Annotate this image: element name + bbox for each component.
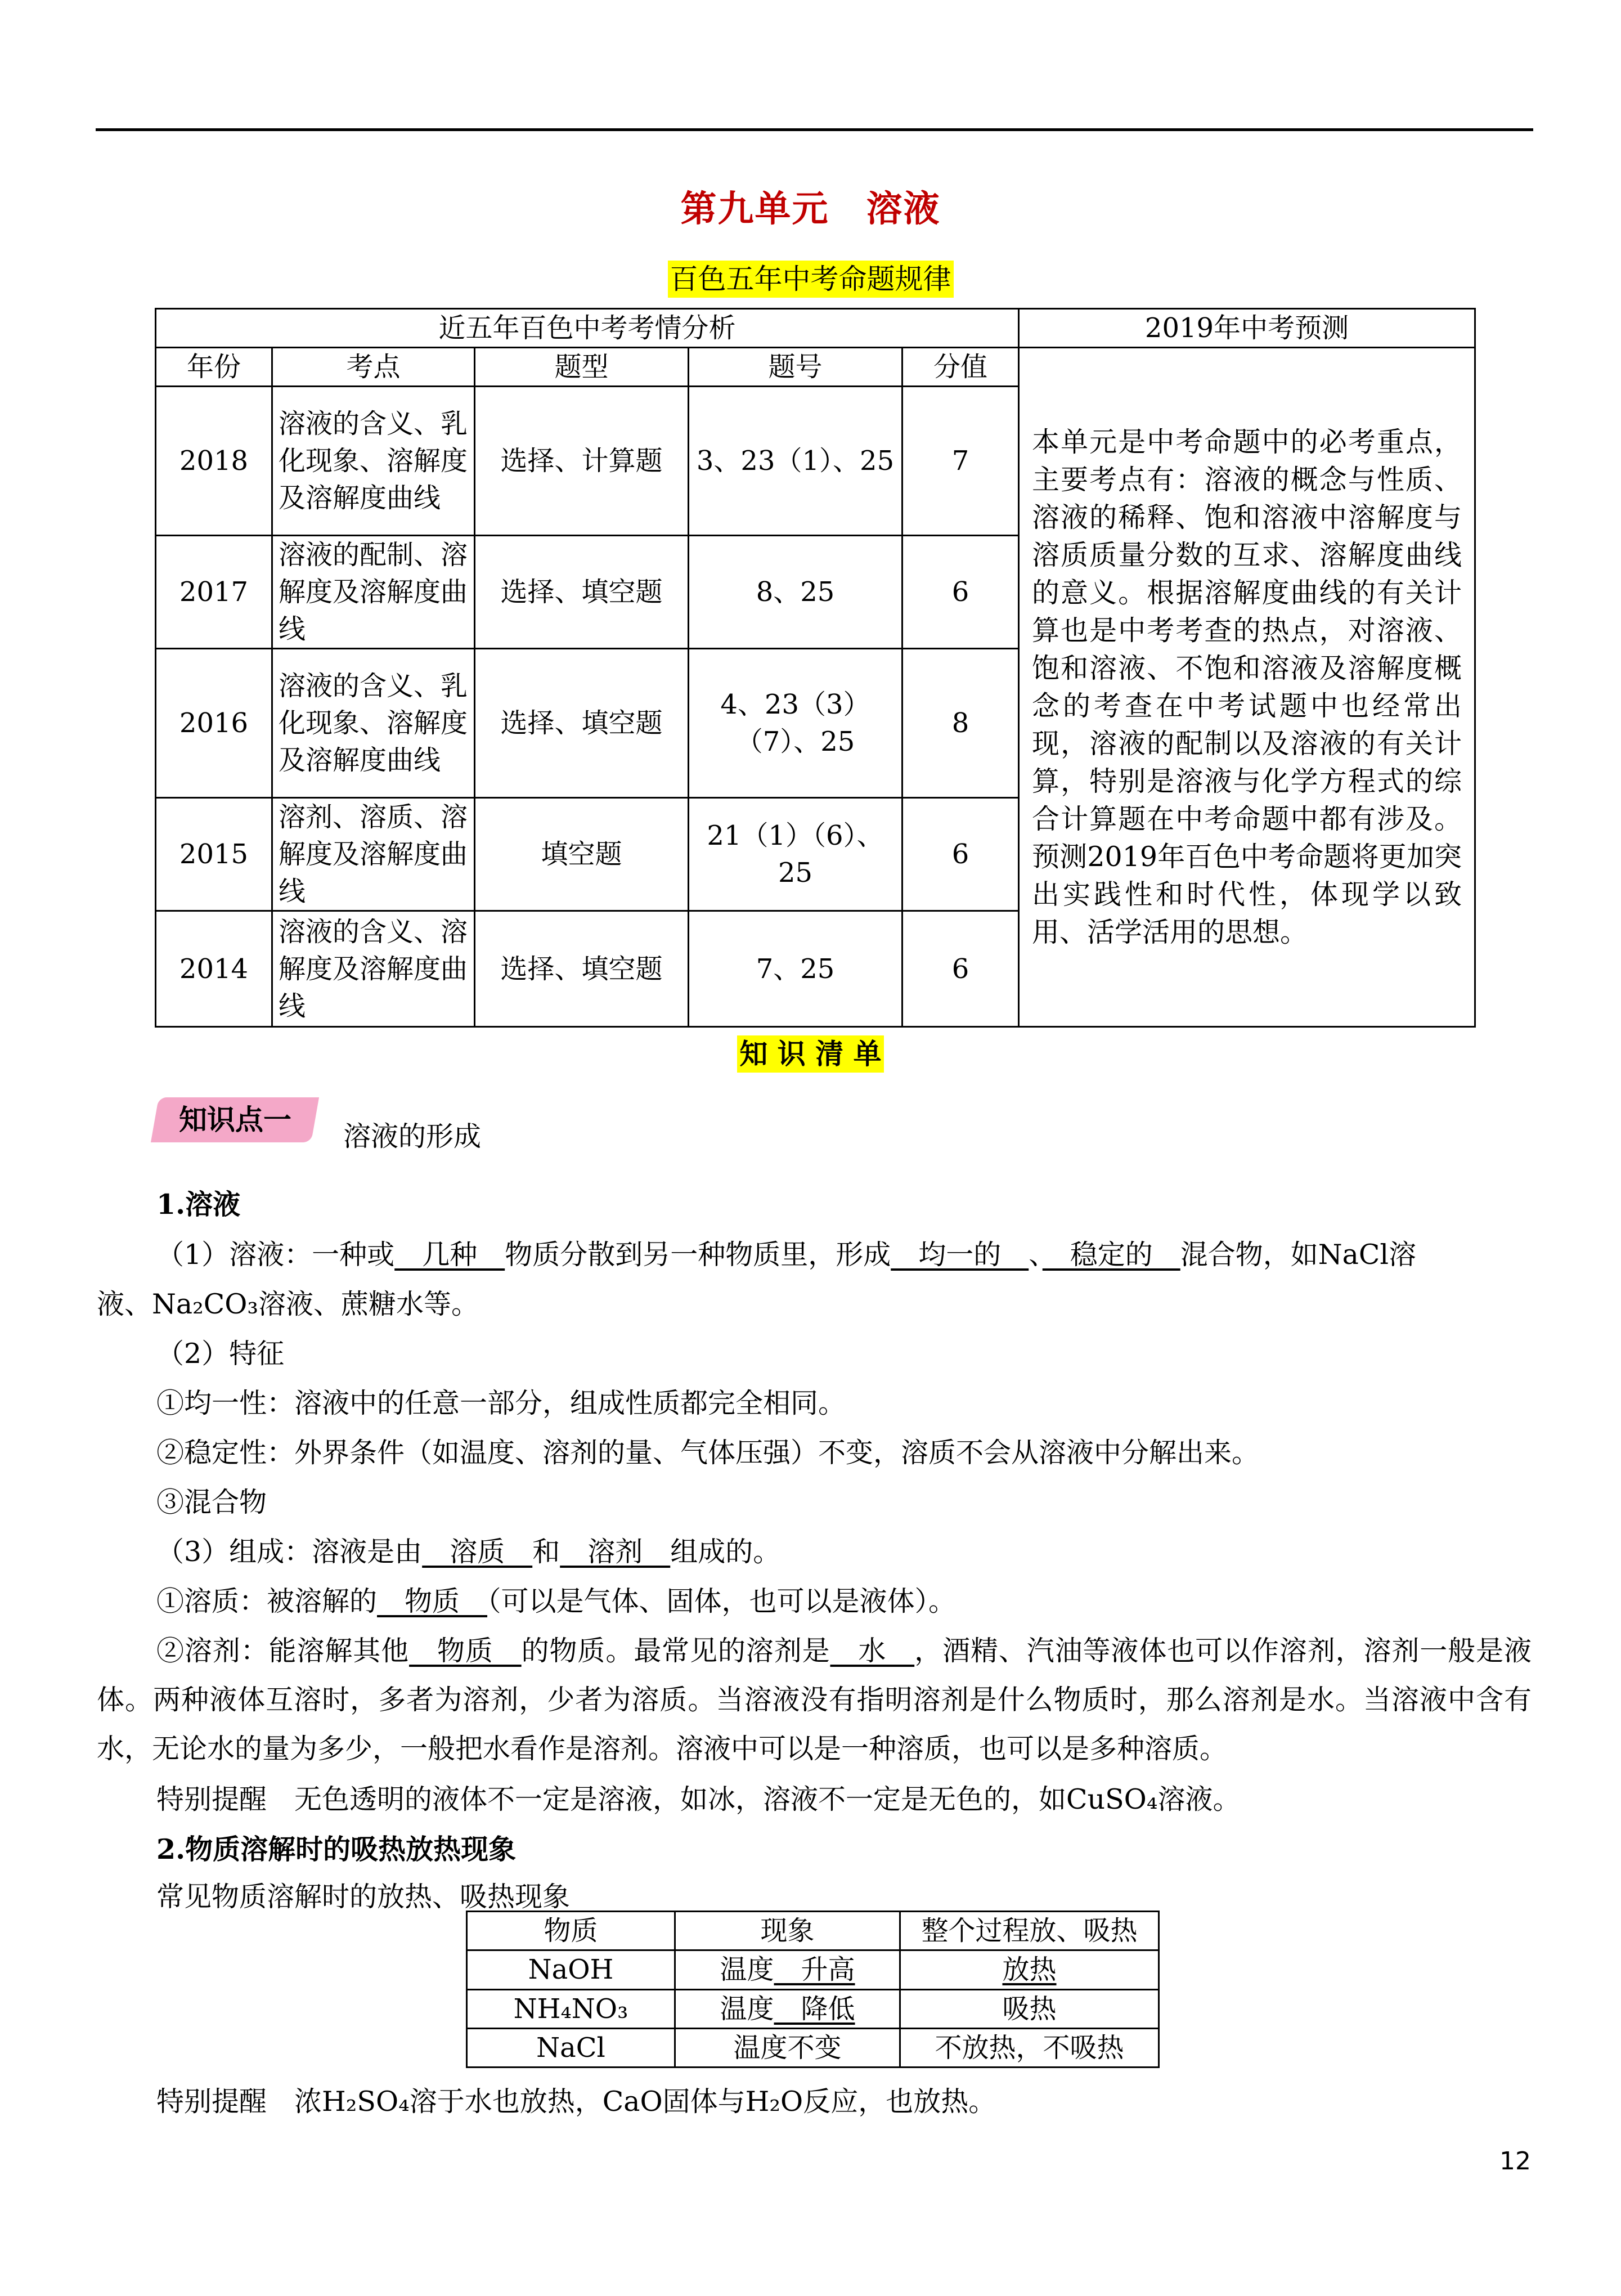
tip-label: 特别提醒 xyxy=(156,2086,267,2118)
col-heat: 整个过程放、吸热 xyxy=(900,1912,1159,1950)
tip-text: 无色透明的液体不一定是溶液，如冰，溶液不一定是无色的，如CuSO₄溶液。 xyxy=(294,1783,1241,1815)
page-number: 12 xyxy=(1499,2147,1531,2176)
feature-3: ③混合物 xyxy=(156,1486,267,1518)
blank-answer: 几种 xyxy=(394,1239,505,1271)
cell-year: 2015 xyxy=(156,798,272,911)
feature-heading: （2）特征 xyxy=(156,1338,285,1370)
text: 温度 xyxy=(720,1993,774,2025)
unit-title: 第九单元 溶液 xyxy=(680,188,941,230)
feature-1: ①均一性：溶液中的任意一部分，组成性质都完全相同。 xyxy=(156,1387,846,1419)
cell-phenomenon xyxy=(675,2028,900,2067)
cell-type: 填空题 xyxy=(475,798,689,911)
col-year: 年份 xyxy=(156,348,272,387)
cell-score: 8 xyxy=(902,649,1019,798)
tip-label: 特别提醒 xyxy=(156,1783,267,1815)
cell-phenomenon xyxy=(675,1989,900,2028)
table-row xyxy=(467,1950,1159,1989)
knowledge-point-badge xyxy=(151,1097,319,1142)
cell-heat: 不放热，不吸热 xyxy=(900,2028,1159,2067)
blank-answer: 稳定的 xyxy=(1042,1239,1180,1271)
col-score: 分值 xyxy=(902,348,1019,387)
blank-answer: 水 xyxy=(830,1635,915,1667)
badge-label: 知识点一 xyxy=(178,1103,291,1136)
cell-type: 选择、填空题 xyxy=(475,649,689,798)
top-rule xyxy=(96,128,1533,131)
cell-type: 选择、计算题 xyxy=(475,387,689,536)
heading-heat: 2.物质溶解时的吸热放热现象 xyxy=(156,1833,517,1866)
col-point: 考点 xyxy=(272,348,475,387)
text: （3）组成：溶液是由 xyxy=(156,1536,423,1568)
text: （1）溶液：一种或 xyxy=(156,1239,395,1271)
blank-answer: 物质 xyxy=(377,1585,488,1617)
text: 和 xyxy=(532,1536,560,1568)
table-row xyxy=(467,1989,1159,2028)
dissolution-heat-table xyxy=(466,1911,1160,2068)
cell-score: 6 xyxy=(902,911,1019,1027)
cell-substance: NH₄NO₃ xyxy=(467,1989,675,2028)
blank-answer: 溶剂 xyxy=(560,1536,671,1568)
section-heading-exam: 百色五年中考命题规律 xyxy=(668,261,954,298)
table-row xyxy=(467,2028,1159,2067)
cell-heat xyxy=(900,1950,1159,1989)
prediction-text: 本单元是中考命题中的必考重点，主要考点有：溶液的概念与性质、溶液的稀释、饱和溶液中溶解度与溶质质量分数的互求、溶解度曲线的意义。根据溶解度曲线的有关计算也是中考考查的热点，对溶液、饱和溶液、不饱和溶液及溶解度概念的考查在中考试题中也经常出现，溶液的配制以及溶液的有关计算，特别是溶液与化学方程式的综合计算题在中考命题中都有涉及。预测2019年百色中考命题将更加突出实践性和时代性，体现学以致用、活学活用的思想。 xyxy=(1019,348,1475,1027)
cell-heat: 吸热 xyxy=(900,1989,1159,2028)
cell-point: 溶液的含义、乳化现象、溶解度及溶解度曲线 xyxy=(272,649,475,798)
cell-type: 选择、填空题 xyxy=(475,911,689,1027)
cell-year: 2018 xyxy=(156,387,272,536)
cell-num: 7、25 xyxy=(689,911,902,1027)
cell-substance: NaOH xyxy=(467,1950,675,1989)
text: 组成的。 xyxy=(670,1536,781,1568)
cell-score: 6 xyxy=(902,798,1019,911)
cell-score: 6 xyxy=(902,536,1019,649)
knowledge-point-title: 溶液的形成 xyxy=(343,1120,482,1153)
cell-point: 溶液的含义、乳化现象、溶解度及溶解度曲线 xyxy=(272,387,475,536)
blank-answer: 均一的 xyxy=(891,1239,1029,1271)
solvent-paragraph xyxy=(97,1626,1532,1773)
heading-solution: 1.溶液 xyxy=(156,1188,241,1221)
text: （可以是气体、固体，也可以是液体）。 xyxy=(487,1585,957,1617)
feature-2: ②稳定性：外界条件（如温度、溶剂的量、气体压强）不变，溶质不会从溶液中分解出来。 xyxy=(156,1437,1260,1469)
col-phenomenon: 现象 xyxy=(675,1912,900,1950)
section-heading-knowledge: 知 识 清 单 xyxy=(737,1035,883,1073)
text: 物质分散到另一种物质里，形成 xyxy=(505,1239,891,1271)
text: ②溶剂：能溶解其他 xyxy=(156,1635,410,1667)
cell-num: 4、23（3）（7）、25 xyxy=(689,649,902,798)
tip-2 xyxy=(156,2082,996,2122)
cell-year: 2016 xyxy=(156,649,272,798)
cell-substance: NaCl xyxy=(467,2028,675,2067)
solute-line xyxy=(156,1582,956,1621)
blank-answer: 放热 xyxy=(1002,1954,1057,1986)
col-substance: 物质 xyxy=(467,1912,675,1950)
text: 温度不变 xyxy=(733,2032,842,2064)
def-line-2: 液、Na₂CO₃溶液、蔗糖水等。 xyxy=(97,1288,479,1320)
cell-num: 3、23（1）、25 xyxy=(689,387,902,536)
col-num: 题号 xyxy=(689,348,902,387)
heat-subheading: 常见物质溶解时的放热、吸热现象 xyxy=(156,1881,571,1913)
cell-point: 溶剂、溶质、溶解度及溶解度曲线 xyxy=(272,798,475,911)
cell-phenomenon xyxy=(675,1950,900,1989)
blank-answer: 溶质 xyxy=(422,1536,533,1568)
cell-point: 溶液的配制、溶解度及溶解度曲线 xyxy=(272,536,475,649)
cell-num: 21（1）（6）、25 xyxy=(689,798,902,911)
col-type: 题型 xyxy=(475,348,689,387)
def-line-1 xyxy=(156,1235,1416,1275)
text: 温度 xyxy=(720,1954,774,1986)
header-left: 近五年百色中考考情分析 xyxy=(156,309,1019,348)
cell-point: 溶液的含义、溶解度及溶解度曲线 xyxy=(272,911,475,1027)
cell-score: 7 xyxy=(902,387,1019,536)
section-heading-wrap-2 xyxy=(0,1035,1621,1073)
cell-year: 2017 xyxy=(156,536,272,649)
composition-line xyxy=(156,1532,780,1572)
cell-type: 选择、填空题 xyxy=(475,536,689,649)
tip-1 xyxy=(156,1780,1240,1819)
cell-year: 2014 xyxy=(156,911,272,1027)
cell-num: 8、25 xyxy=(689,536,902,649)
text: ，酒精、汽油等液体也可以作溶剂，溶剂一般是液体。两种液体互溶时，多者为溶剂，少者为溶质。当溶液没有指明溶剂是什么物质时，那么溶剂是水。当溶液中含有水，无论水的量为多少，一般把水看作是溶剂。溶液中可以是一种溶质，也可以是多种溶质。 xyxy=(97,1635,1532,1765)
text: 、 xyxy=(1029,1239,1043,1271)
blank-answer: 降低 xyxy=(774,1993,855,2025)
blank-answer: 升高 xyxy=(774,1954,855,1986)
text: ①溶质：被溶解的 xyxy=(156,1585,378,1617)
blank-answer: 物质 xyxy=(409,1635,522,1667)
header-right: 2019年中考预测 xyxy=(1019,309,1475,348)
tip-text: 浓H₂SO₄溶于水也放热，CaO固体与H₂O反应，也放热。 xyxy=(294,2086,996,2118)
exam-analysis-table xyxy=(155,308,1476,1028)
section-heading-wrap xyxy=(0,261,1621,298)
text: 混合物，如NaCl溶 xyxy=(1180,1239,1417,1271)
text: 的物质。最常见的溶剂是 xyxy=(521,1635,830,1667)
